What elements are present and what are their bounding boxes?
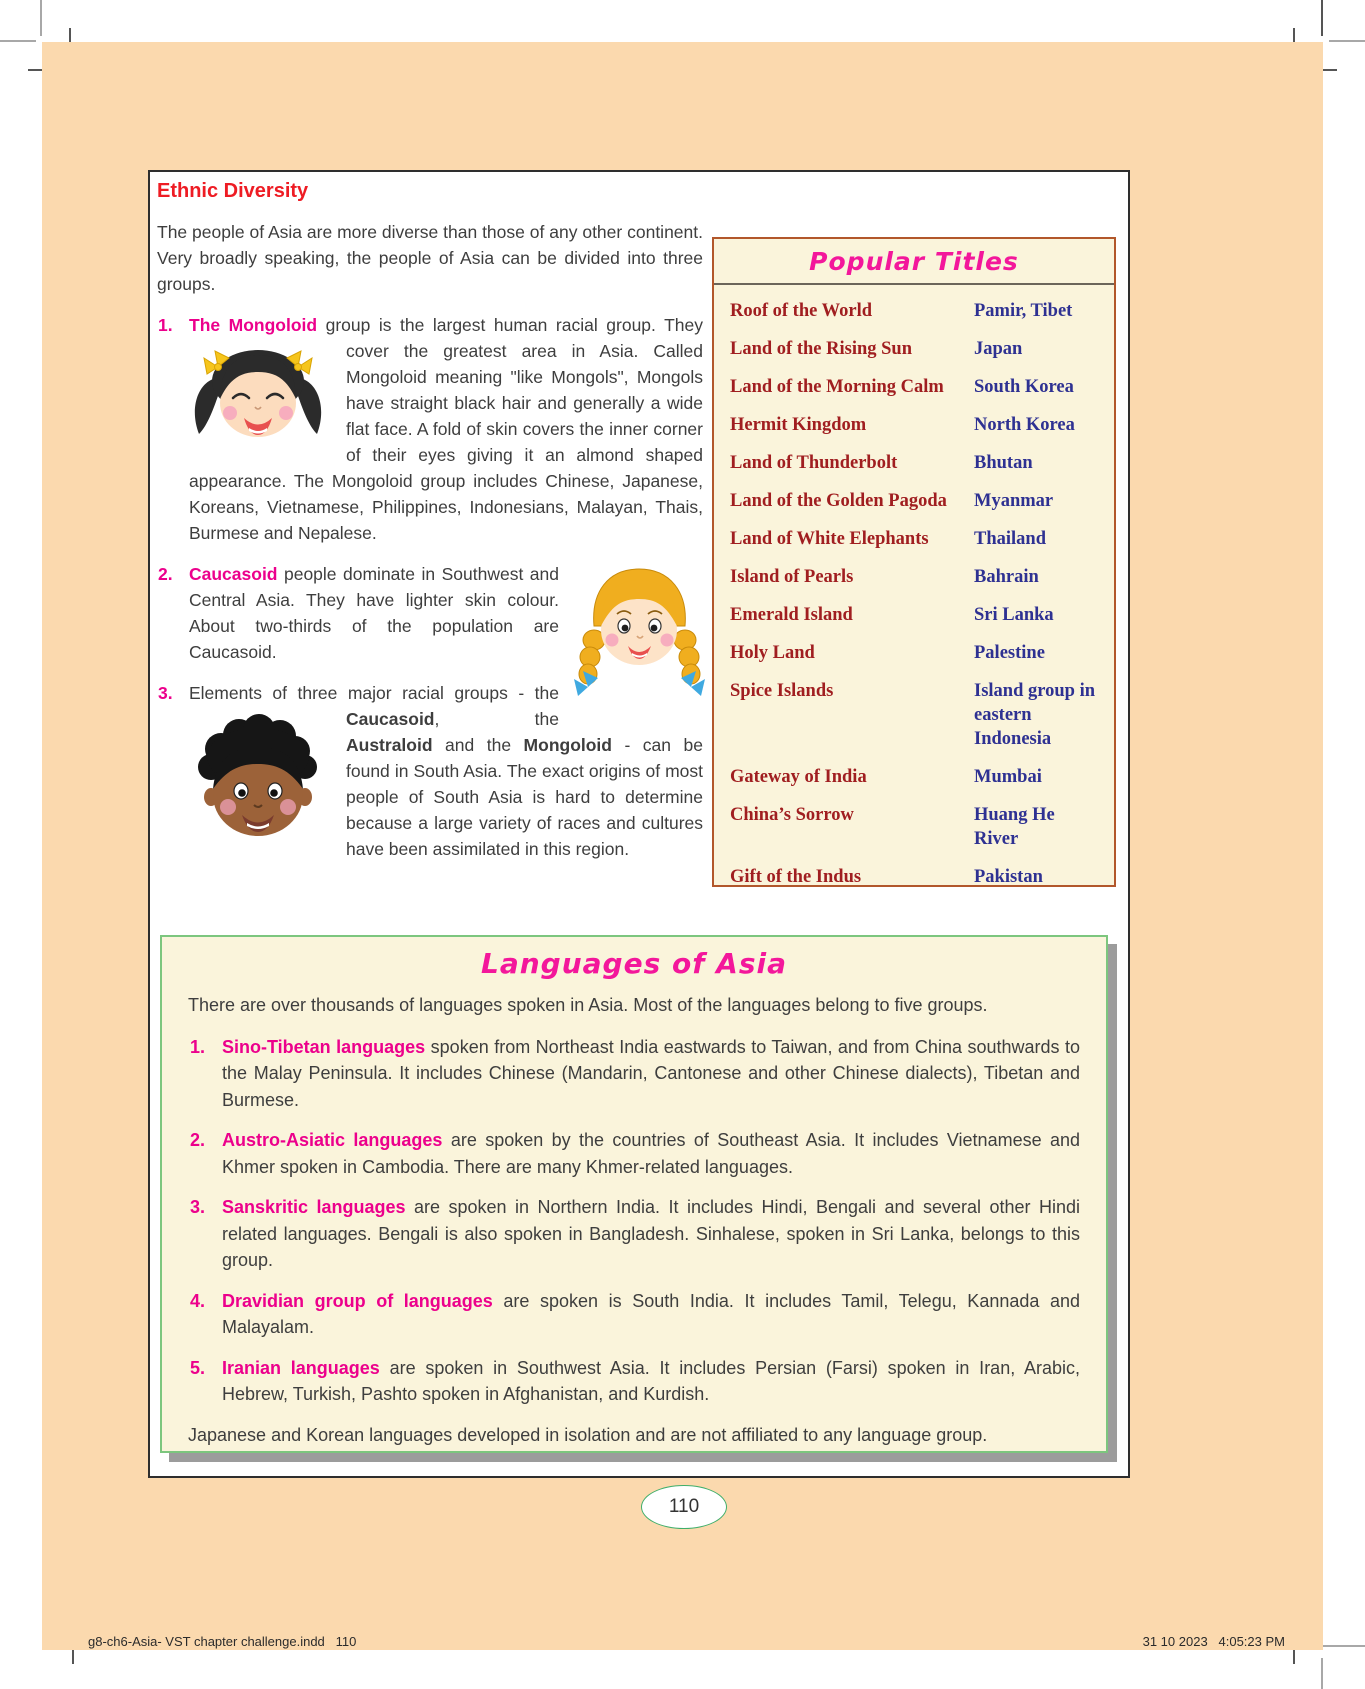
table-row [730, 299, 1100, 323]
language-group-text: are spoken in Northern India. It includes Hindi, Bengali and several other Hindi related languages. Bengali is also spoken in Bangladesh. Sinhalese, spoken in Sri Lanka, belongs to this group. [222, 1197, 1080, 1270]
section-intro-paragraph: The people of Asia are more diverse than those of any other continent. Very broadly speaking, the people of Asia can be divided into three groups. [157, 222, 703, 294]
place-cell: Palestine [974, 643, 1045, 663]
place-cell: Thailand [974, 529, 1046, 549]
racial-group-name: Australoid [346, 735, 433, 755]
main-content-box [148, 170, 1130, 1478]
place-cell: South Korea [974, 377, 1074, 397]
ethnic-item-south-asia [157, 680, 703, 862]
language-group-item [188, 1034, 1080, 1114]
table-row [730, 603, 1100, 627]
print-footer-timestamp: 31 10 2023 4:05:23 PM [1142, 1634, 1285, 1649]
table-row [730, 337, 1100, 361]
table-row [730, 413, 1100, 437]
item-text: people dominate in Southwest and Central Asia. They have lighter skin colour. About two-thirds of the population are Caucasoid. [189, 564, 559, 662]
popular-titles-rows [714, 285, 1114, 889]
item-number: 3. [190, 1197, 206, 1217]
crop-mark [1329, 40, 1365, 42]
title-cell: Roof of the World [730, 301, 873, 321]
crop-mark [1318, 1645, 1365, 1647]
title-cell: Gateway of India [730, 767, 867, 787]
item-text: , the [434, 709, 559, 729]
title-cell: Land of Thunderbolt [730, 453, 898, 473]
ethnic-item-caucasoid [157, 561, 703, 665]
item-number: 3. [158, 683, 173, 703]
table-row [730, 565, 1100, 589]
crop-mark [1321, 0, 1323, 36]
language-group-item [188, 1127, 1080, 1180]
language-group-item [188, 1288, 1080, 1341]
language-group-name: Austro-Asiatic languages [222, 1130, 443, 1150]
table-row [730, 679, 1100, 751]
crop-mark [0, 40, 36, 42]
section-heading: Ethnic Diversity [157, 180, 309, 202]
language-group-text: are spoken is South India. It includes Tamil, Telegu, Kannada and Malayalam. [222, 1290, 1081, 1337]
title-cell: Island of Pearls [730, 567, 854, 587]
table-row [730, 375, 1100, 399]
place-cell: Japan [974, 339, 1023, 359]
title-cell: Holy Land [730, 643, 815, 663]
language-group-name: Sanskritic languages [222, 1197, 406, 1217]
language-group-name: Dravidian group of languages [222, 1290, 493, 1311]
table-row [730, 489, 1100, 513]
title-cell: Land of White Elephants [730, 529, 929, 549]
racial-group-name: The Mongoloid [189, 315, 318, 335]
item-number: 5. [190, 1357, 206, 1378]
place-cell: Bhutan [974, 453, 1033, 473]
language-group-name: Iranian languages [222, 1357, 380, 1378]
table-row [730, 451, 1100, 475]
language-group-name: Sino-Tibetan languages [222, 1036, 426, 1057]
popular-titles-heading: Popular Titles [809, 246, 1019, 276]
table-row [730, 641, 1100, 665]
racial-group-name: Caucasoid [346, 709, 435, 729]
title-cell: Gift of the Indus [730, 867, 862, 887]
table-row [730, 765, 1100, 789]
table-row [730, 803, 1100, 851]
title-cell: Land of the Morning Calm [730, 377, 944, 397]
title-cell: Emerald Island [730, 605, 853, 625]
item-number: 1. [158, 315, 173, 335]
page-number: 110 [668, 1496, 700, 1517]
language-group-item [188, 1355, 1080, 1408]
mongoloid-girl-illustration [183, 341, 333, 459]
languages-intro: There are over thousands of languages spoken in Asia. Most of the languages belong to five groups. [188, 995, 988, 1015]
place-cell: North Korea [974, 415, 1075, 435]
page-number-badge [641, 1485, 727, 1529]
title-cell: Hermit Kingdom [730, 415, 867, 435]
racial-group-name: Caucasoid [189, 564, 278, 584]
item-text: Elements of three major racial groups - the [189, 683, 559, 703]
popular-titles-box [712, 237, 1116, 887]
racial-group-name: Mongoloid [523, 735, 612, 755]
crop-mark [1321, 1658, 1323, 1689]
ethnic-item-mongoloid [157, 312, 703, 546]
table-row [730, 527, 1100, 551]
languages-heading: Languages of Asia [481, 947, 787, 980]
place-cell: Sri Lanka [974, 605, 1054, 625]
item-number: 1. [190, 1036, 206, 1057]
item-number: 2. [190, 1130, 206, 1150]
language-group-text: spoken from Northeast India eastwards to Taiwan, and from China southwards to the Malay Peninsula. It includes Chinese (Mandarin, Cantonese and other Chinese dialects), Tibetan and Burmese. [222, 1036, 1080, 1110]
ethnic-diversity-section [157, 180, 703, 877]
item-number: 4. [190, 1290, 206, 1311]
languages-of-asia-box [160, 935, 1108, 1453]
place-cell: Huang He River [974, 805, 1055, 849]
place-cell: Mumbai [974, 767, 1042, 787]
language-group-item [188, 1194, 1080, 1274]
place-cell: Pamir, Tibet [974, 301, 1073, 321]
title-cell: Land of the Golden Pagoda [730, 491, 947, 511]
place-cell: Island group in eastern Indonesia [974, 681, 1095, 749]
item-text: Mongoloid meaning "like Mongols", Mongols have straight black hair and generally a wide flat face. A fold of skin covers the inner corner of their eyes giving it an almond shaped appearance. The Mongoloid group includes Chinese, Japanese, Koreans, Vietnamese, Philippines, Indonesians, Malayan, Thais, Burmese and Nepalese. [189, 367, 703, 543]
book-page [42, 42, 1323, 1650]
title-cell: Spice Islands [730, 681, 834, 701]
item-text: and the [432, 735, 524, 755]
title-cell: China’s Sorrow [730, 805, 854, 825]
place-cell: Bahrain [974, 567, 1039, 587]
item-number: 2. [158, 564, 173, 584]
title-cell: Land of the Rising Sun [730, 339, 912, 359]
place-cell: Myanmar [974, 491, 1054, 511]
popular-titles-header [714, 239, 1114, 285]
language-group-text: are spoken by the countries of Southeast Asia. It includes Vietnamese and Khmer spoken in Cambodia. There are many Khmer-related languages. [222, 1130, 1081, 1177]
item-text: - can be found in South Asia. The exact origins of most people of South Asia is hard to determine because a large variety of races and cultures have been assimilated in this region. [346, 735, 703, 859]
place-cell: Pakistan [974, 867, 1043, 887]
print-footer-filename: g8-ch6-Asia- VST chapter challenge.indd 110 [88, 1634, 357, 1649]
language-group-text: are spoken in Southwest Asia. It includes Persian (Farsi) spoken in Iran, Arabic, Hebrew, Turkish, Pashto spoken in Afghanistan, and Kurdish. [222, 1357, 1080, 1404]
crop-mark [40, 0, 42, 36]
item-text: group is the largest human racial group. They cover the greatest area in Asia. Called [317, 315, 703, 361]
languages-outro: Japanese and Korean languages developed in isolation and are not affiliated to any language group. [188, 1424, 988, 1445]
australoid-boy-illustration [183, 709, 333, 855]
table-row [730, 865, 1100, 889]
